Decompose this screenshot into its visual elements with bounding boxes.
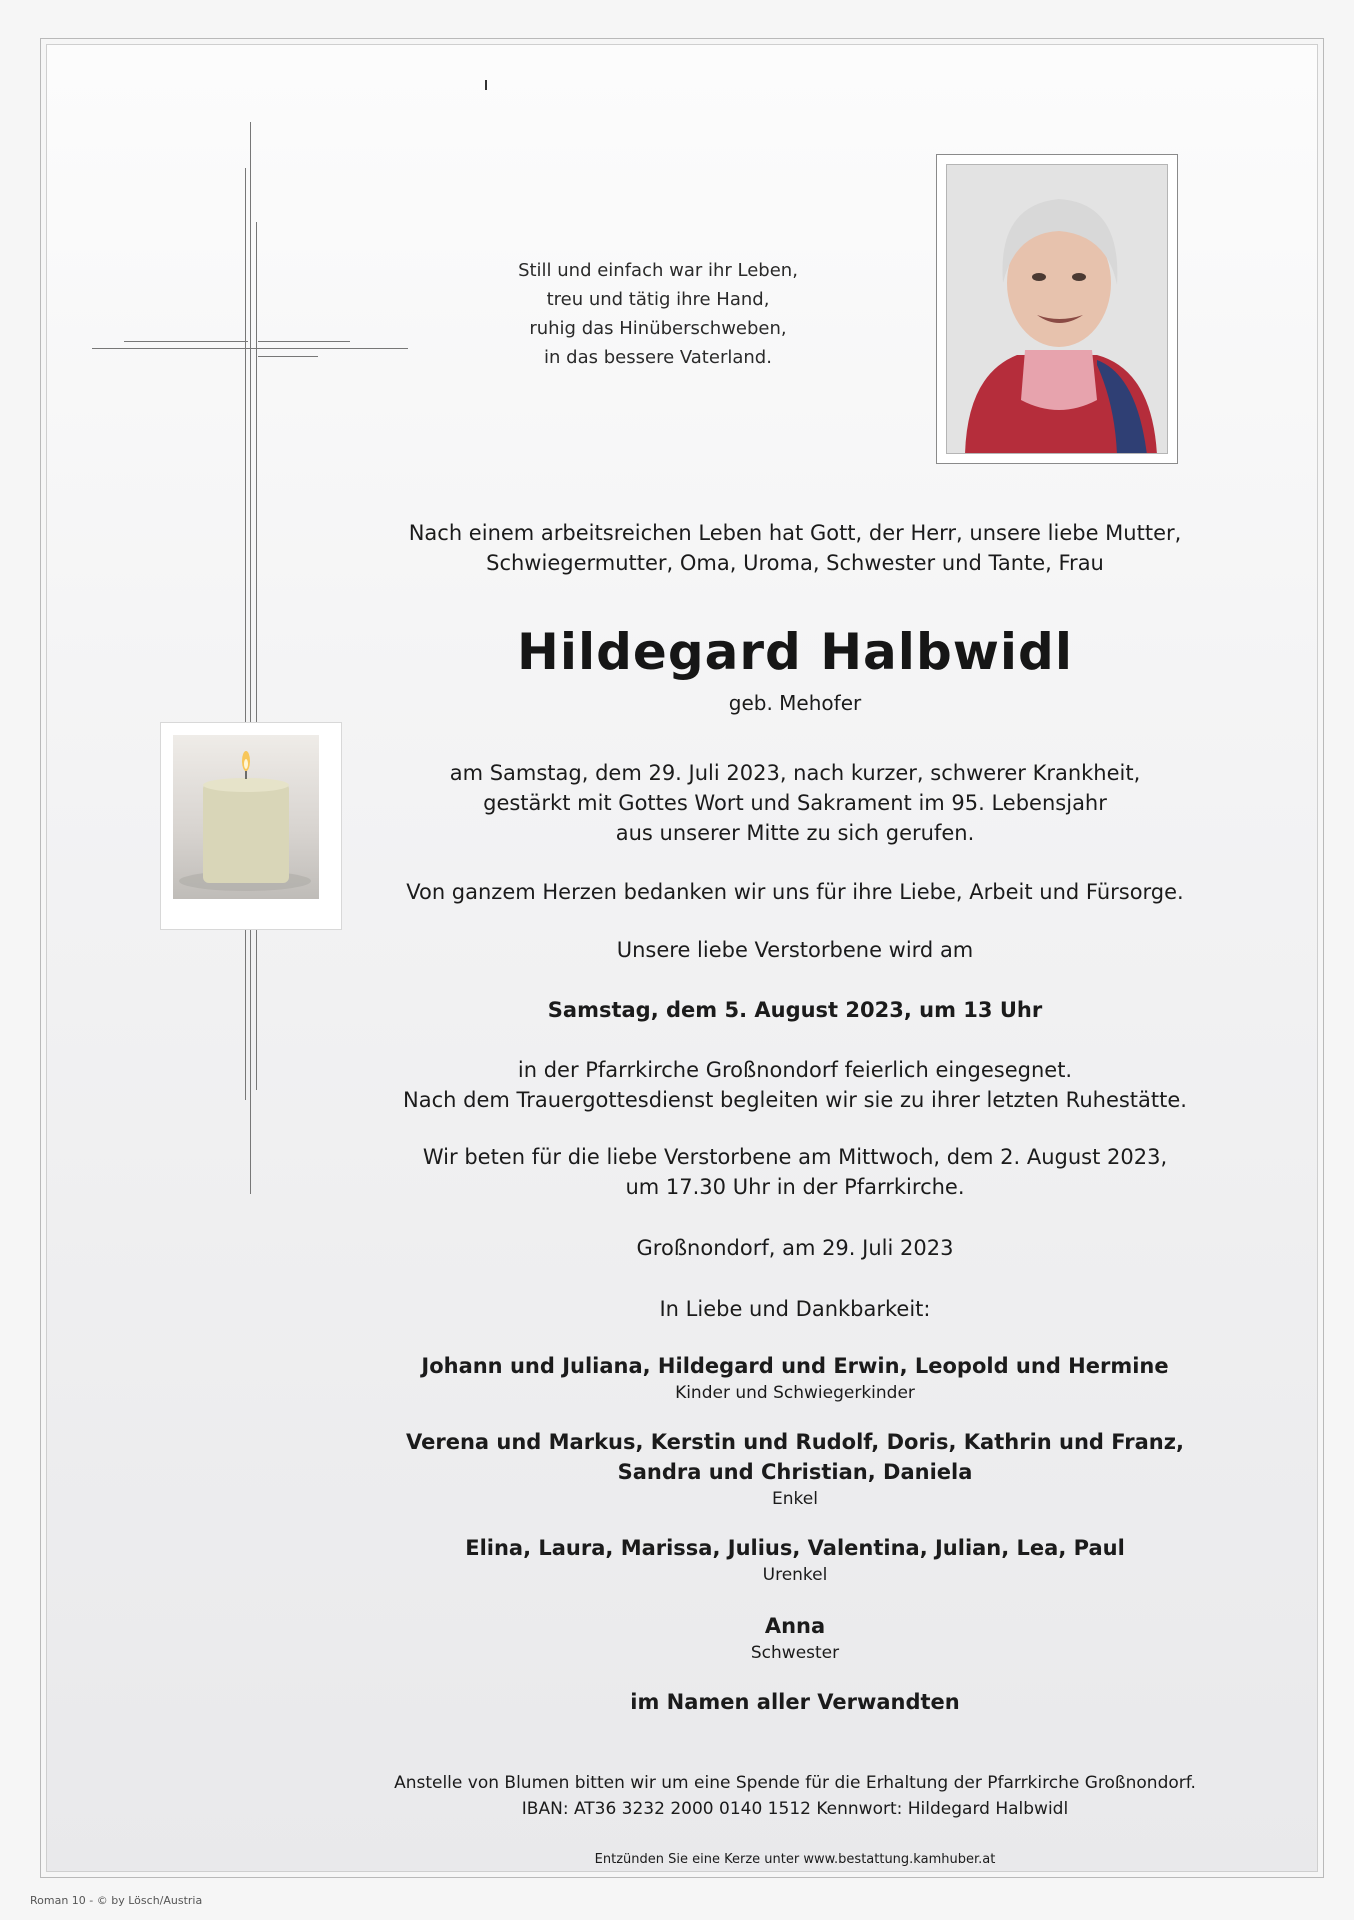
death-line: aus unserer Mitte zu sich gerufen. xyxy=(615,821,975,845)
donation-text xyxy=(380,1770,1210,1822)
birth-name: geb. Mehofer xyxy=(728,691,862,715)
funeral-intro xyxy=(380,935,1210,965)
donation-line: Anstelle von Blumen bitten wir um eine Spende für die Erhaltung der Pfarrkirche Großnondorf. xyxy=(394,1773,1196,1793)
mourner-relation: Enkel xyxy=(772,1489,818,1509)
intro-text xyxy=(380,518,1210,578)
deceased-name-block xyxy=(380,622,1210,682)
mourner-relation: Urenkel xyxy=(762,1565,828,1585)
donation-line: IBAN: AT36 3232 2000 0140 1512 Kennwort: Hildegard Halbwidl xyxy=(521,1799,1069,1819)
funeral-intro-line: Unsere liebe Verstorbene wird am xyxy=(616,938,974,962)
funeral-date-line: Samstag, dem 5. August 2023, um 13 Uhr xyxy=(547,998,1043,1022)
candle-icon xyxy=(173,735,319,899)
portrait-photo xyxy=(936,154,1178,464)
prayer-line: Wir beten für die liebe Verstorbene am Mittwoch, dem 2. August 2023, xyxy=(422,1145,1168,1169)
mourner-group xyxy=(380,1611,1210,1665)
mourner-group xyxy=(380,1351,1210,1405)
print-mark xyxy=(485,80,487,90)
mourner-names: Elina, Laura, Marissa, Julius, Valentina, Julian, Lea, Paul xyxy=(465,1536,1125,1560)
love-line-text: In Liebe und Dankbarkeit: xyxy=(659,1297,931,1321)
prayer-text xyxy=(380,1142,1210,1202)
portrait-illustration xyxy=(947,165,1168,454)
poem-line: ruhig das Hinüberschweben, xyxy=(529,318,787,339)
candle-link xyxy=(380,1852,1210,1867)
mourner-relation: Schwester xyxy=(750,1643,840,1663)
mourner-names: Johann und Juliana, Hildegard und Erwin, Leopold und Hermine xyxy=(421,1354,1169,1378)
prayer-line: um 17.30 Uhr in der Pfarrkirche. xyxy=(625,1175,965,1199)
mourner-relation: Kinder und Schwiegerkinder xyxy=(675,1383,915,1403)
candle-image xyxy=(173,735,319,899)
love-line xyxy=(380,1294,1210,1324)
thanks-text xyxy=(380,877,1210,907)
relatives-line: im Namen aller Verwandten xyxy=(630,1690,960,1714)
mourner-group xyxy=(380,1427,1210,1511)
intro-line: Schwiegermutter, Oma, Uroma, Schwester und Tante, Frau xyxy=(486,551,1104,575)
funeral-date xyxy=(380,995,1210,1025)
candle-card xyxy=(160,722,342,930)
death-line: am Samstag, dem 29. Juli 2023, nach kurzer, schwerer Krankheit, xyxy=(449,761,1141,785)
poem xyxy=(478,256,838,372)
mourner-group xyxy=(380,1533,1210,1587)
poem-line: Still und einfach war ihr Leben, xyxy=(518,260,798,281)
death-line: gestärkt mit Gottes Wort und Sakrament im 95. Lebensjahr xyxy=(483,791,1107,815)
poem-line: in das bessere Vaterland. xyxy=(544,347,772,368)
portrait-image xyxy=(946,164,1168,454)
poem-line: treu und tätig ihre Hand, xyxy=(546,289,770,310)
birth-name-block xyxy=(380,688,1210,718)
thanks-line: Von ganzem Herzen bedanken wir uns für ihre Liebe, Arbeit und Fürsorge. xyxy=(406,880,1184,904)
relatives xyxy=(380,1687,1210,1717)
place-date-line: Großnondorf, am 29. Juli 2023 xyxy=(636,1236,954,1260)
mourner-names: Verena und Markus, Kerstin und Rudolf, Doris, Kathrin und Franz, xyxy=(406,1430,1184,1454)
candle-link-text: Entzünden Sie eine Kerze unter www.bestattung.kamhuber.at xyxy=(594,1852,996,1867)
intro-line: Nach einem arbeitsreichen Leben hat Gott, der Herr, unsere liebe Mutter, xyxy=(408,521,1182,545)
mourner-names: Sandra und Christian, Daniela xyxy=(617,1460,973,1484)
deceased-name: Hildegard Halbwidl xyxy=(517,623,1073,681)
funeral-place-line: Nach dem Trauergottesdienst begleiten wir sie zu ihrer letzten Ruhestätte. xyxy=(403,1088,1187,1112)
death-text xyxy=(380,758,1210,848)
funeral-place-line: in der Pfarrkirche Großnondorf feierlich eingesegnet. xyxy=(517,1058,1073,1082)
brand-footer: Roman 10 - © by Lösch/Austria xyxy=(30,1894,203,1907)
mourner-names: Anna xyxy=(764,1614,826,1638)
funeral-place xyxy=(380,1055,1210,1115)
place-date xyxy=(380,1233,1210,1263)
